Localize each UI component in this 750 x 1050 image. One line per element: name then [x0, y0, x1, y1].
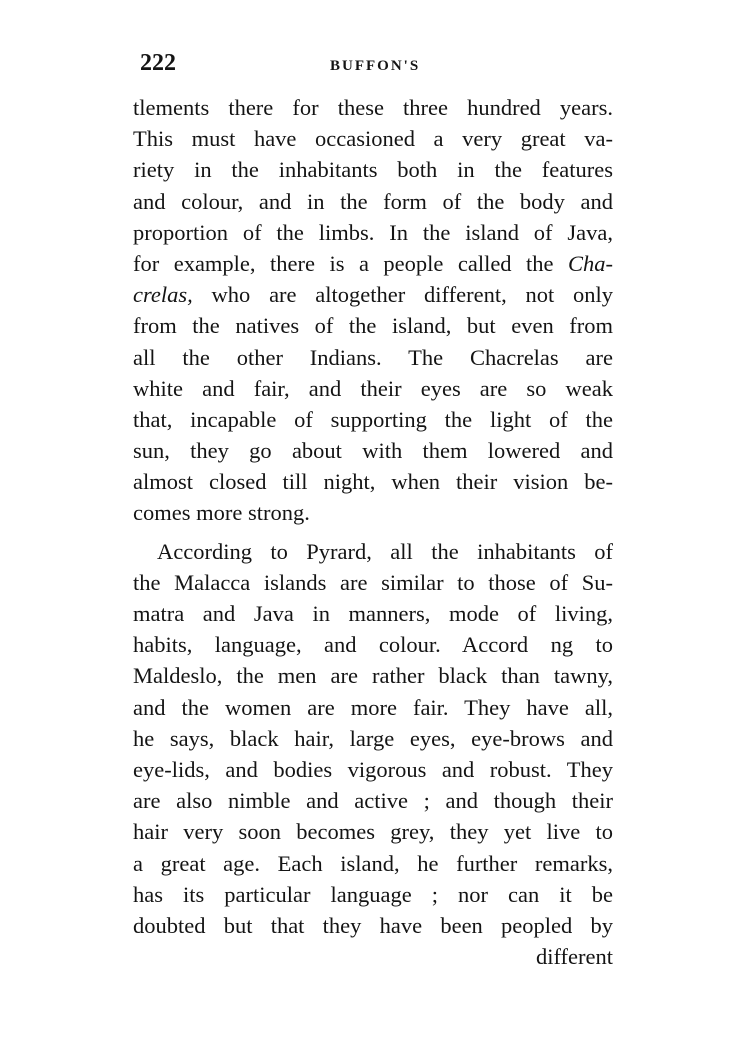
text-line: has its particular language ; nor can it be: [133, 881, 613, 907]
text-line: habits, language, and colour. Accord ng to: [133, 632, 613, 658]
text-line: that, incapable of supporting the light of the: [133, 406, 613, 432]
text-line: almost closed till night, when their vision be-: [133, 469, 613, 495]
catchword: different: [535, 944, 613, 970]
text-line: sun, they go about with them lowered and: [133, 438, 613, 464]
text-line: This must have occasioned a very great va-: [133, 126, 613, 152]
italic-word: crelas,: [133, 282, 193, 308]
text-line: eye-lids, and bodies vigorous and robust. They: [133, 756, 613, 782]
text-line: [133, 279, 613, 310]
text-line: he says, black hair, large eyes, eye-brows and: [133, 725, 613, 751]
text-segment: who are altogether different, not only: [192, 282, 613, 308]
text-line: all the other Indians. The Chacrelas are: [133, 344, 613, 370]
text-line: riety in the inhabitants both in the features: [133, 157, 613, 183]
page-number: 222: [140, 50, 176, 76]
text-line: According to Pyrard, all the inhabitants of: [157, 538, 613, 564]
text-line: tlements there for these three hundred years.: [133, 95, 613, 120]
text-line: proportion of the limbs. In the island of Java,: [133, 219, 613, 245]
text-line: white and fair, and their eyes are so weak: [133, 375, 613, 401]
text-line: from the natives of the island, but even from: [133, 313, 613, 339]
text-line: and colour, and in the form of the body and: [133, 188, 613, 214]
text-line: hair very soon becomes grey, they yet live to: [133, 819, 613, 845]
text-line: doubted but that they have been peopled by: [133, 912, 613, 938]
text-line: and the women are more fair. They have all,: [133, 694, 613, 720]
text-segment: for example, there is a people called the: [133, 250, 568, 276]
text-line: a great age. Each island, he further remarks,: [133, 850, 613, 876]
running-head: [140, 50, 610, 84]
body-text: [133, 92, 613, 972]
italic-word: Cha-: [568, 250, 613, 276]
text-line: matra and Java in manners, mode of living,: [133, 601, 613, 626]
text-line: are also nimble and active ; and though their: [133, 788, 613, 814]
text-line: [133, 248, 613, 279]
text-line: comes more strong.: [133, 500, 310, 526]
text-line: Maldeslo, the men are rather black than tawny,: [133, 663, 613, 689]
running-title: BUFFON'S: [330, 58, 421, 74]
text-line: the Malacca islands are similar to those of Su-: [133, 569, 613, 595]
